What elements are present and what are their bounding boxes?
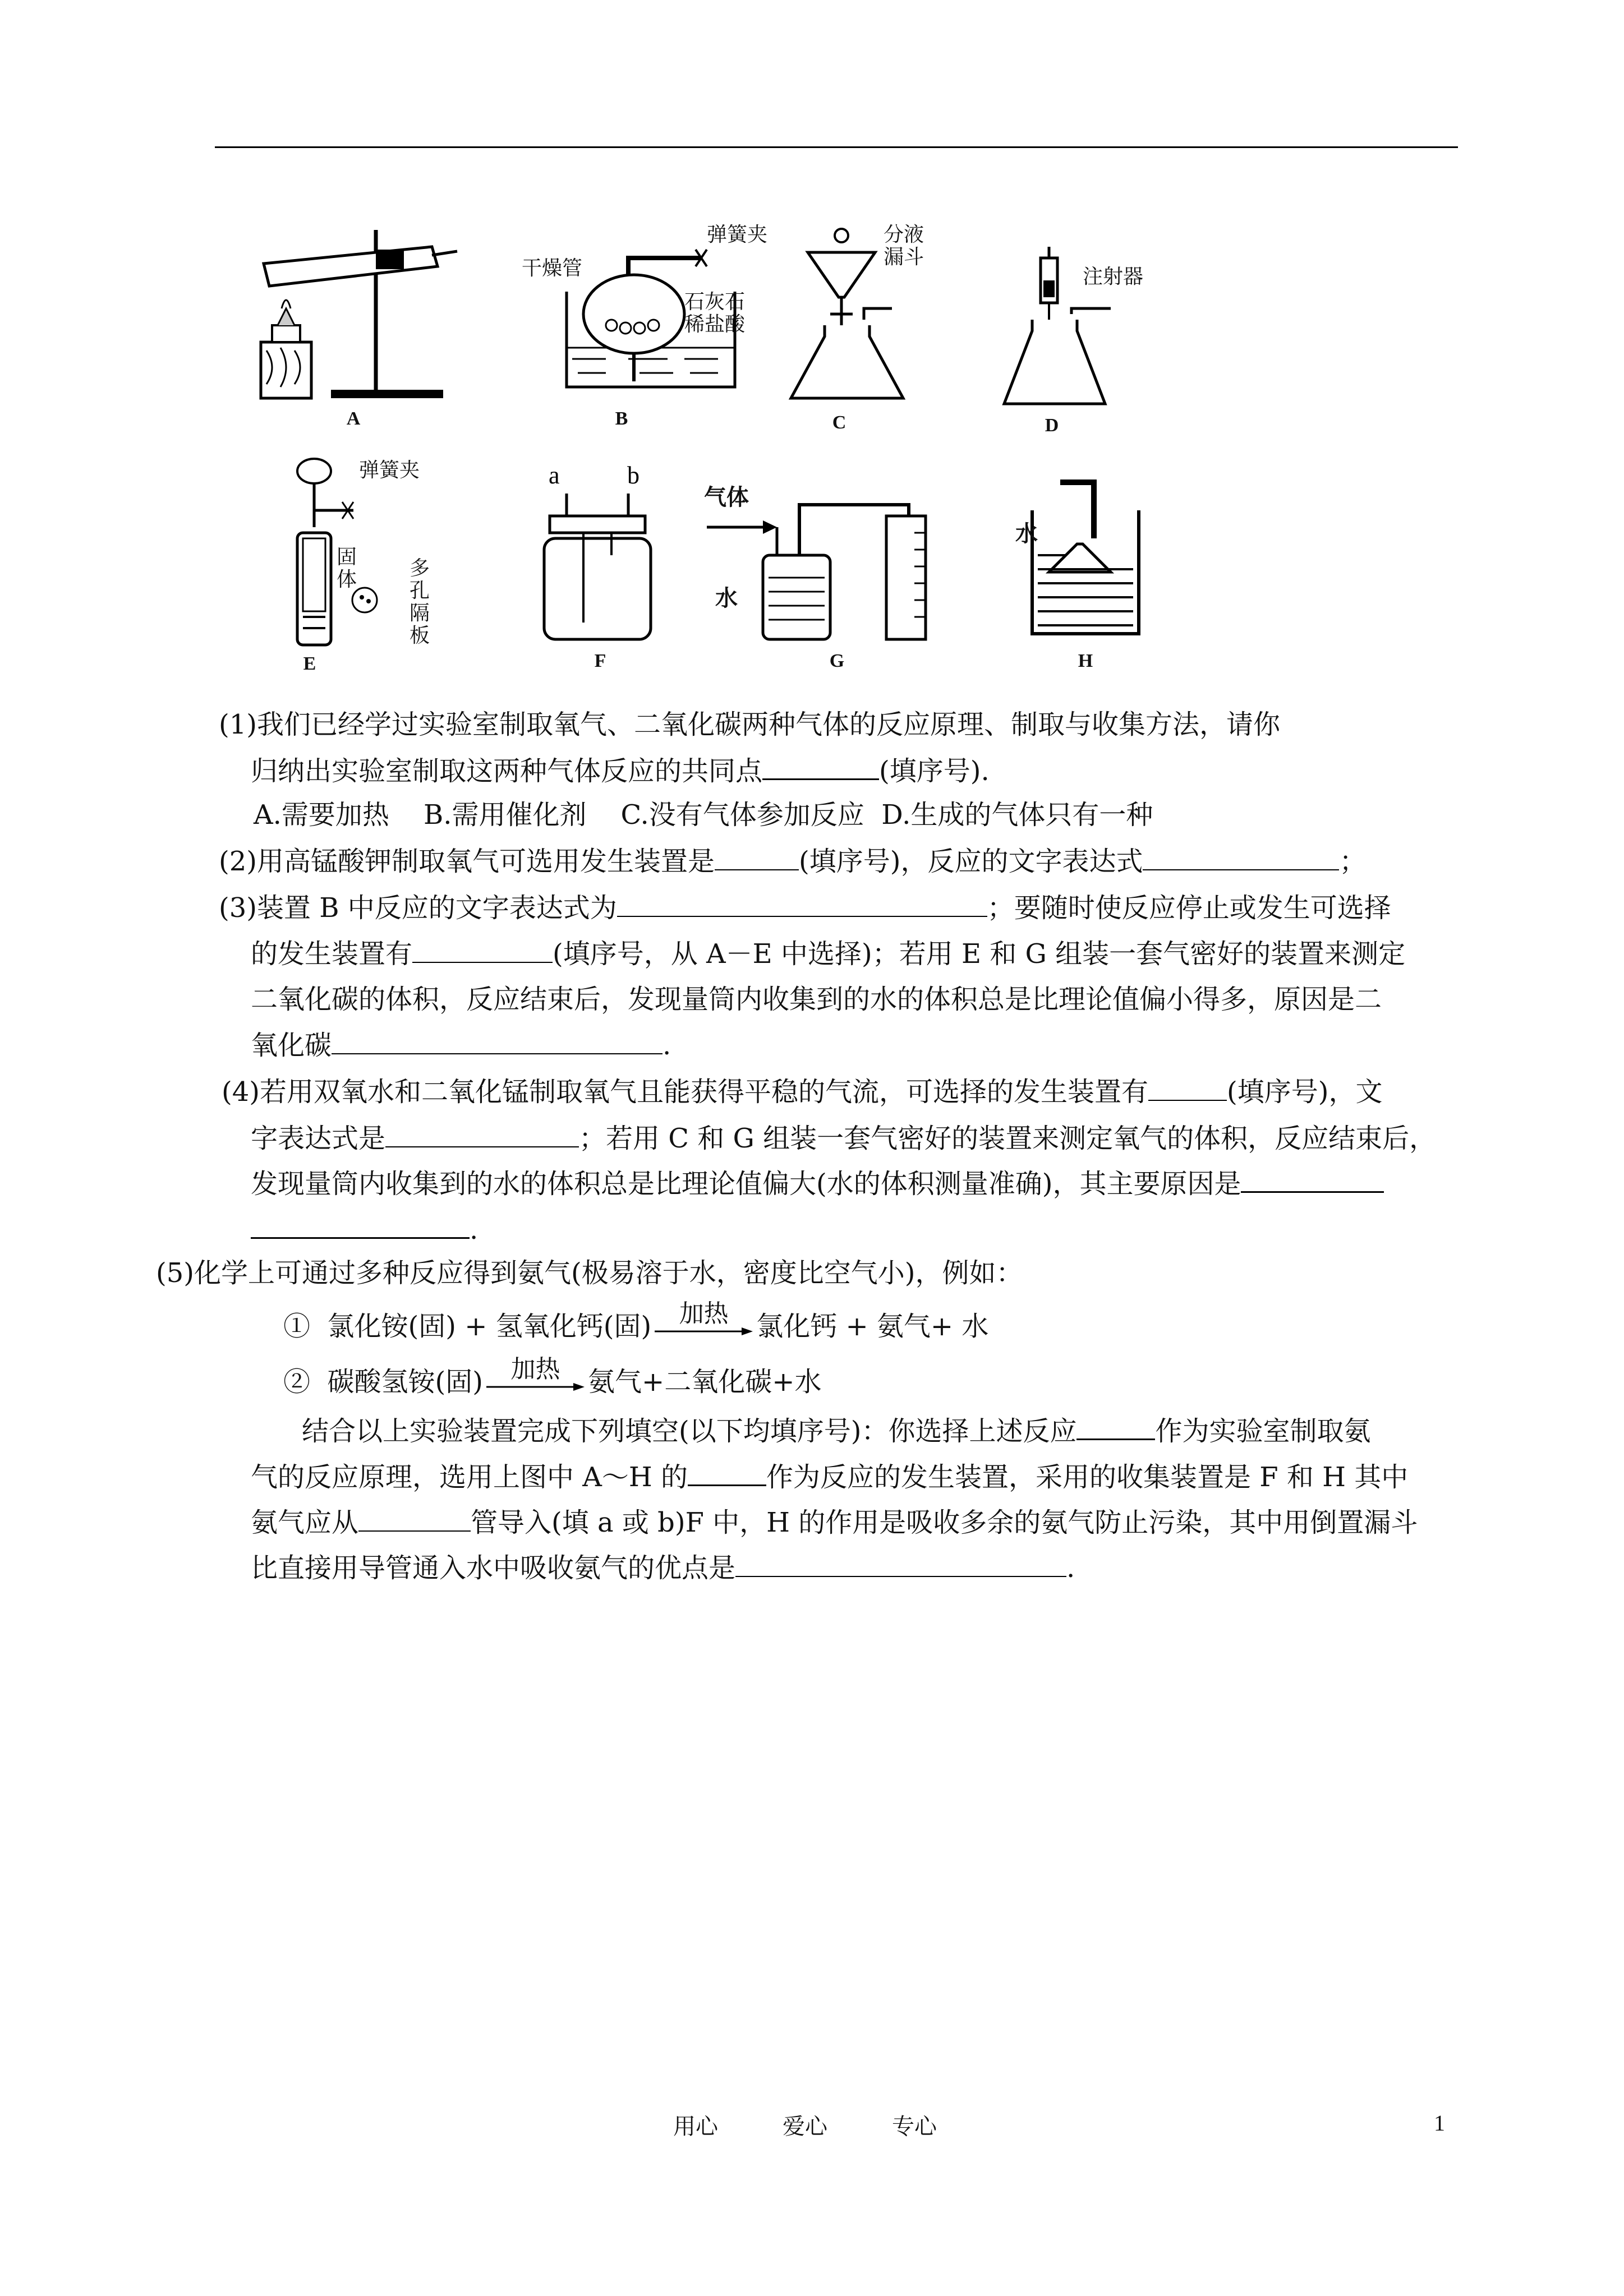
limestone-label: 石灰石 bbox=[684, 291, 746, 313]
q4-line1: (4)若用双氧水和二氧化锰制取氧气且能获得平稳的气流，可选择的发生装置有 (填序号)，文 bbox=[222, 1076, 1383, 1108]
reaction-1: ① 氯化铵(固) + 氢氧化钙(固) 加热 氯化钙 + 氨气+ 水 bbox=[283, 1299, 989, 1342]
q4-reason-blank-2[interactable] bbox=[251, 1215, 470, 1239]
q1-answer-blank[interactable] bbox=[762, 756, 879, 780]
apparatus-c-label: C bbox=[832, 412, 846, 433]
q5-line5: 比直接用导管通入水中吸收氨气的优点是 . bbox=[251, 1552, 1075, 1584]
apparatus-f-label: F bbox=[594, 651, 606, 671]
water-label-h: 水 bbox=[1015, 521, 1038, 547]
q3-line4: 氧化碳 . bbox=[251, 1030, 671, 1061]
water-label-g: 水 bbox=[715, 585, 738, 611]
q4-reason-blank-1[interactable] bbox=[1241, 1169, 1384, 1193]
syringe-label: 注射器 bbox=[1083, 265, 1144, 288]
plate-label-3: 隔 bbox=[410, 602, 430, 625]
q4-expression-blank[interactable] bbox=[385, 1124, 579, 1147]
q2-device-blank[interactable] bbox=[715, 847, 799, 870]
solid-label-2: 体 bbox=[337, 568, 357, 591]
apparatus-g-figure bbox=[701, 482, 937, 645]
q4-line4: . bbox=[251, 1213, 478, 1247]
q2-expression-blank[interactable] bbox=[1143, 847, 1339, 870]
header-rule bbox=[215, 146, 1458, 148]
tube-b-label: b bbox=[627, 462, 640, 489]
q1-line1: (1)我们已经学过实验室制取氧气、二氧化碳两种气体的反应原理、制取与收集方法，请你 bbox=[219, 709, 1280, 740]
apparatus-a-label: A bbox=[346, 408, 361, 429]
plate-label-2: 孔 bbox=[410, 579, 430, 602]
apparatus-g-label: G bbox=[829, 651, 845, 671]
q3-device-blank[interactable] bbox=[412, 939, 553, 963]
q1-line2: 归纳出实验室制取这两种气体反应的共同点 (填序号). bbox=[251, 755, 990, 787]
dilute-acid-label: 稀盐酸 bbox=[684, 313, 746, 336]
tube-a-label: a bbox=[549, 462, 560, 489]
apparatus-d-figure bbox=[999, 236, 1212, 415]
q4-device-blank[interactable] bbox=[1148, 1077, 1227, 1101]
apparatus-h-figure bbox=[1015, 465, 1156, 645]
apparatus-b-figure bbox=[516, 219, 768, 398]
q3-expression-blank[interactable] bbox=[617, 893, 987, 917]
footer-text-2: 爱心 bbox=[783, 2114, 827, 2140]
q5-line4: 氨气应从 管导入(填 a 或 b)F 中，H 的作用是吸收多余的氨气防止污染，其中用倒置漏斗 bbox=[251, 1507, 1418, 1538]
q3-line1: (3)装置 B 中反应的文字表达式为 ；要随时使反应停止或发生可选择 bbox=[219, 892, 1391, 924]
q4-line2: 字表达式是 ；若用 C 和 G 组装一套气密好的装置来测定氧气的体积，反应结束后， bbox=[251, 1123, 1437, 1154]
q4-line3: 发现量筒内收集到的水的体积总是比理论值偏大(水的体积测量准确)，其主要原因是 bbox=[251, 1167, 1384, 1201]
footer-text-1: 用心 bbox=[673, 2114, 718, 2140]
q3-reason-blank[interactable] bbox=[332, 1031, 663, 1054]
q5-tube-blank[interactable] bbox=[358, 1508, 471, 1532]
clip-label-e: 弹簧夹 bbox=[359, 459, 420, 482]
plate-label-1: 多 bbox=[410, 557, 430, 580]
q5-line3: 气的反应原理，选用上图中 A～H 的 作为反应的发生装置，采用的收集装置是 F 和 H 其中 bbox=[251, 1461, 1409, 1493]
apparatus-f-figure bbox=[539, 460, 662, 645]
q5-line2: 结合以上实验装置完成下列填空(以下均填序号)：你选择上述反应 作为实验室制取氨 bbox=[302, 1416, 1371, 1447]
q5-advantage-blank[interactable] bbox=[735, 1553, 1066, 1577]
apparatus-a-figure bbox=[247, 224, 460, 404]
q5-device-blank[interactable] bbox=[688, 1462, 766, 1486]
funnel-label-2: 漏斗 bbox=[884, 246, 924, 269]
drying-tube-label: 干燥管 bbox=[522, 257, 583, 280]
q2-line: (2)用高锰酸钾制取氧气可选用发生装置是 (填序号)，反应的文字表达式 ； bbox=[219, 846, 1367, 877]
apparatus-d-label: D bbox=[1045, 415, 1059, 436]
q1-options: A.需要加热 B.需用催化剂 C.没有气体参加反应 D.生成的气体只有一种 bbox=[254, 799, 1153, 831]
footer-text-3: 专心 bbox=[892, 2114, 937, 2140]
q3-line3: 二氧化碳的体积，反应结束后，发现量筒内收集到的水的体积总是比理论值偏小得多，原因是二 bbox=[251, 984, 1382, 1015]
gas-label: 气体 bbox=[704, 485, 749, 510]
apparatus-e-figure bbox=[264, 449, 466, 656]
reaction-1-arrow: 加热 bbox=[655, 1310, 753, 1343]
reaction-2: ② 碳酸氢铵(固) 加热 氨气+二氧化碳+水 bbox=[283, 1355, 822, 1398]
apparatus-e-label: E bbox=[303, 653, 316, 674]
q5-reaction-blank[interactable] bbox=[1076, 1416, 1155, 1440]
q5-line1: (5)化学上可通过多种反应得到氨气(极易溶于水，密度比空气小)，例如： bbox=[156, 1257, 1023, 1289]
apparatus-h-label: H bbox=[1078, 651, 1093, 671]
apparatus-b-label: B bbox=[615, 408, 628, 429]
solid-label-1: 固 bbox=[337, 546, 357, 569]
page-number: 1 bbox=[1434, 2110, 1445, 2136]
apparatus-c-figure bbox=[785, 219, 954, 409]
plate-label-4: 板 bbox=[410, 624, 430, 647]
reaction-2-arrow: 加热 bbox=[486, 1365, 585, 1399]
clip-label: 弹簧夹 bbox=[707, 223, 768, 246]
q3-line2: 的发生装置有 (填序号，从 A－E 中选择)；若用 E 和 G 组装一套气密好的装置来测定 bbox=[251, 938, 1406, 970]
funnel-label-1: 分液 bbox=[884, 223, 924, 246]
